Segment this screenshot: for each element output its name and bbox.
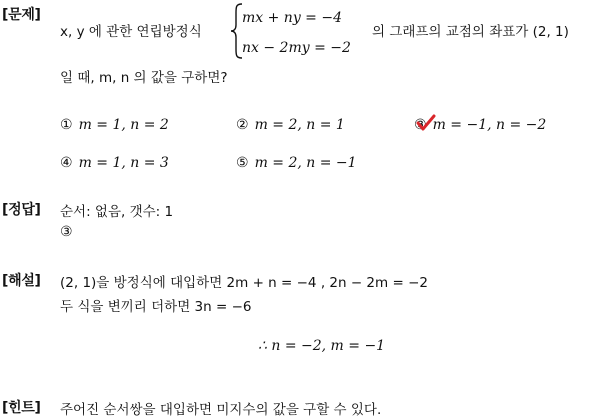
choice-4-number: ④ — [60, 155, 73, 171]
choice-2-text: m = 2, n = 1 — [254, 117, 345, 133]
hint-text: 주어진 순서쌍을 대입하면 미지수의 값을 구할 수 있다. — [60, 402, 382, 418]
explanation-tag: [해설] — [2, 273, 41, 289]
choice-4-text: m = 1, n = 3 — [78, 155, 169, 171]
choice-3-number: ③ — [414, 117, 427, 133]
problem-intro-tail: 의 그래프의 교점의 좌표가 (2, 1) — [372, 24, 569, 40]
choice-5 — [236, 155, 357, 171]
explanation-line-2: 두 식을 변끼리 더하면 3n = −6 — [60, 299, 252, 315]
problem-intro-text: x, y 에 관한 연립방정식 — [60, 24, 202, 40]
choice-3-text: m = −1, n = −2 — [432, 117, 547, 133]
choice-4 — [60, 155, 169, 171]
explanation-line-1: (2, 1)을 방정식에 대입하면 2m + n = −4 , 2n − 2m = −2 — [60, 275, 428, 291]
equation-2: nx − 2my = −2 — [242, 40, 351, 56]
equation-1: mx + ny = −4 — [242, 10, 342, 26]
hint-tag: [힌트] — [2, 400, 41, 416]
problem-tag: [문제] — [2, 7, 41, 23]
choice-1-text: m = 1, n = 2 — [78, 117, 169, 133]
choice-5-text: m = 2, n = −1 — [254, 155, 357, 171]
choice-2 — [236, 117, 345, 133]
choice-2-number: ② — [236, 117, 249, 133]
choice-5-number: ⑤ — [236, 155, 249, 171]
choice-1-number: ① — [60, 117, 73, 133]
answer-order-count: 순서: 없음, 갯수: 1 — [60, 204, 174, 220]
answer-choice: ③ — [60, 224, 73, 240]
checkmark-icon — [416, 114, 436, 132]
choice-1 — [60, 117, 169, 133]
answer-tag: [정답] — [2, 202, 41, 218]
explanation-result: ∴ n = −2, m = −1 — [258, 338, 386, 354]
problem-question-text: 일 때, m, n 의 값을 구하면? — [60, 70, 228, 86]
